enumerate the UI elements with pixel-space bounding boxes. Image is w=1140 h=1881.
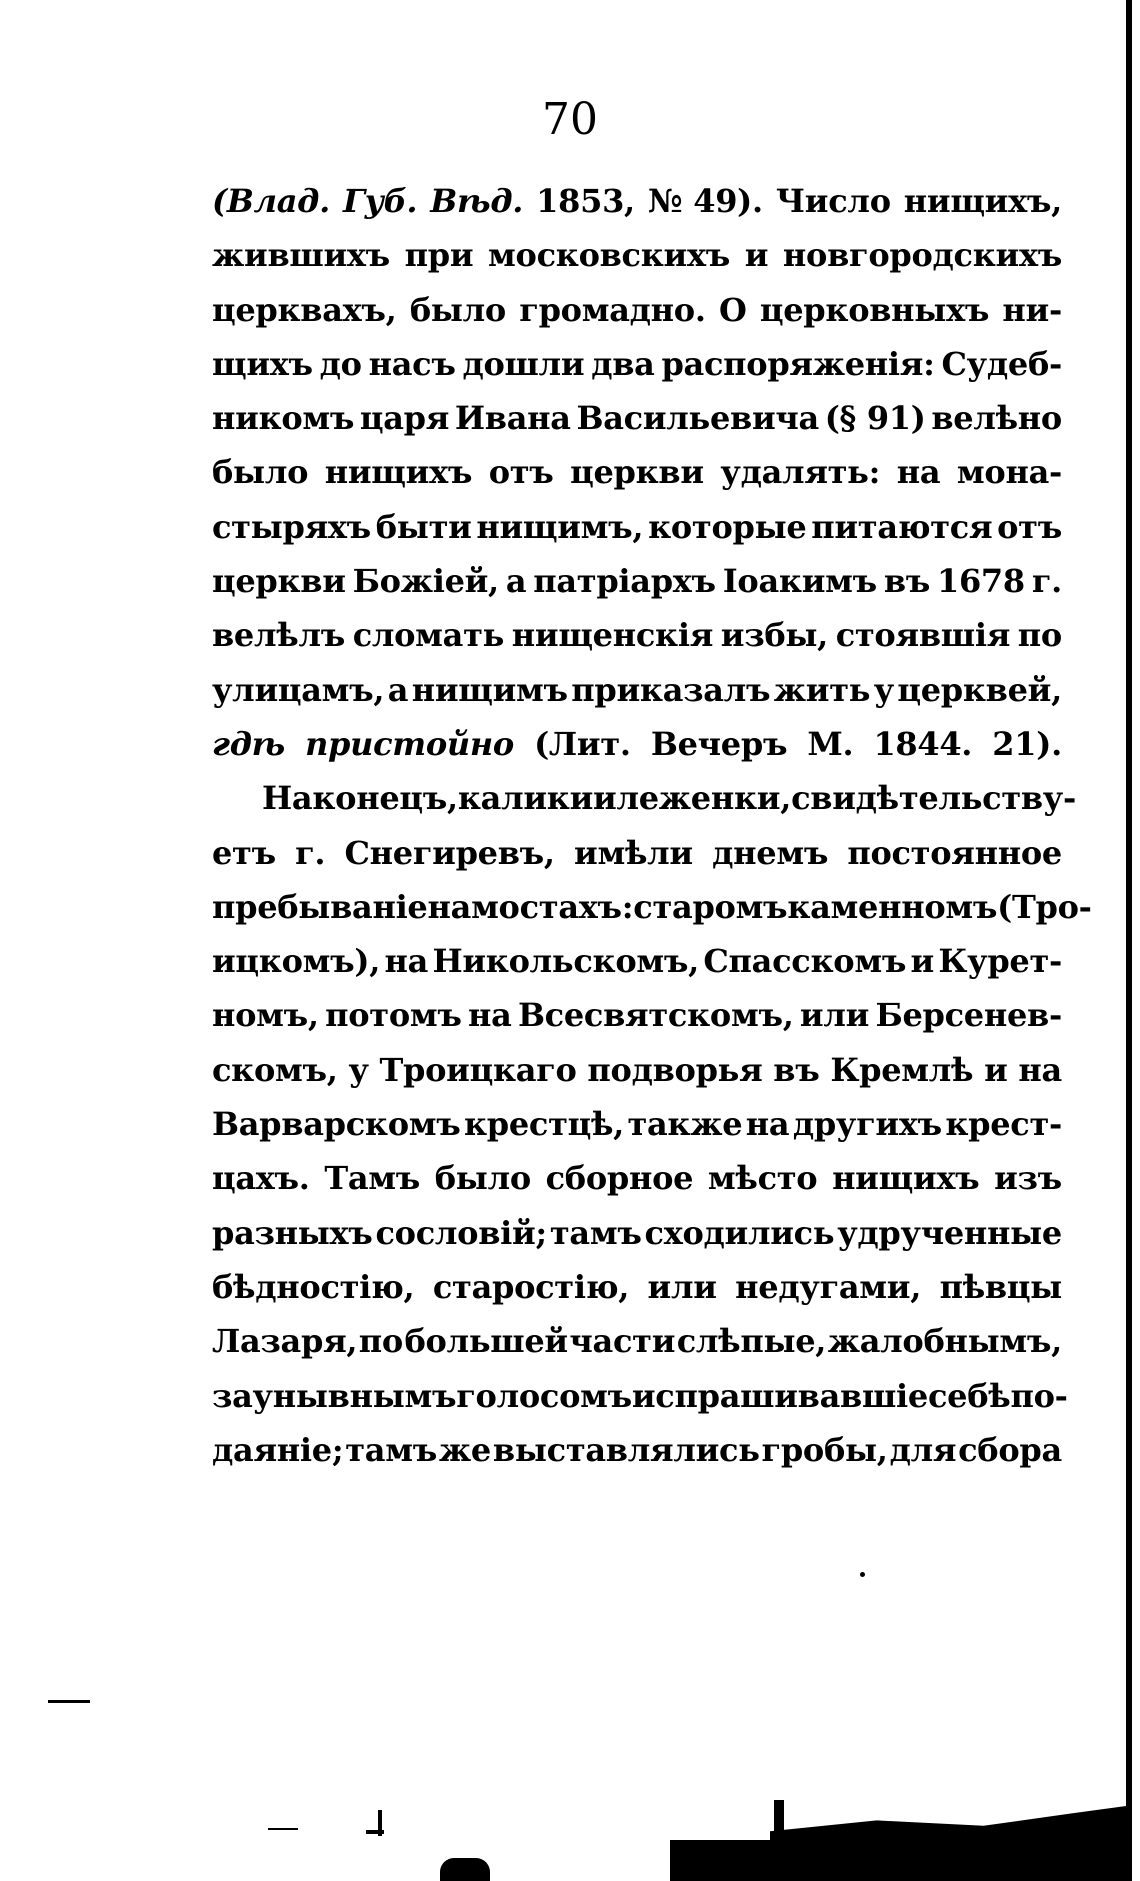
word: Вѣд. [430, 182, 524, 220]
word: Ивана [454, 399, 571, 438]
text-line [212, 291, 1062, 345]
word: новгородскихъ [782, 236, 1062, 275]
word: другихъ [792, 1105, 942, 1144]
word: 21). [992, 724, 1062, 763]
word: на [896, 453, 941, 492]
word: (Тро- [997, 887, 1092, 926]
word: по [1017, 616, 1062, 655]
word: которые [648, 507, 807, 546]
word: нищихъ [324, 453, 473, 492]
word: нищенскія [511, 616, 714, 655]
word: 1678 [937, 562, 1025, 601]
scan-speck [268, 1828, 298, 1830]
word: и [593, 779, 617, 818]
word: улицамъ, [212, 670, 385, 709]
word: стыряхъ [212, 507, 371, 546]
word: етъ [212, 833, 276, 872]
word: Судеб- [941, 344, 1062, 383]
scan-artifact [670, 1840, 1126, 1881]
word: отъ [997, 507, 1062, 546]
word: нищихъ [832, 1159, 980, 1198]
word: сбора [958, 1430, 1062, 1469]
word: церковныхъ [759, 290, 990, 329]
word: щихъ [212, 344, 313, 383]
word: церквей, [897, 670, 1062, 709]
word: сломать [352, 616, 505, 655]
word: О [719, 290, 747, 329]
word: избы, [720, 616, 828, 655]
word: испрашивавшіе [631, 1376, 928, 1415]
word: жившихъ [212, 236, 390, 275]
word: Троицкаго [379, 1050, 577, 1089]
word: Берсенев- [875, 996, 1062, 1035]
scan-artifact [770, 1806, 1126, 1842]
word: нищихъ, [903, 182, 1062, 220]
word: недугами, [735, 1267, 922, 1306]
word: (Лит. [534, 724, 631, 763]
text-line [212, 399, 1062, 453]
word: а [387, 670, 409, 709]
word: церкви [570, 453, 704, 492]
text-line [212, 1431, 1062, 1485]
body-text [212, 182, 1092, 1485]
text-line [212, 942, 1062, 996]
scan-artifact [774, 1800, 784, 1850]
word: Всесвятскомъ, [517, 996, 794, 1035]
word: подворья [587, 1050, 763, 1089]
word: калики [457, 779, 594, 818]
word: Курет- [938, 942, 1062, 981]
word: было [434, 1159, 531, 1198]
scan-speck [366, 1830, 384, 1834]
word: Спасскомъ [703, 942, 907, 981]
text-line [212, 996, 1062, 1050]
word: удрученные [837, 1213, 1062, 1252]
word: быти [375, 507, 472, 546]
word: отъ [488, 453, 554, 492]
text-line [212, 345, 1062, 399]
word: стоявшія [835, 616, 1011, 655]
word: изъ [994, 1159, 1062, 1198]
text-line [212, 725, 1062, 779]
word: М. [807, 724, 854, 763]
word: большей [404, 1322, 568, 1361]
word: старомъ [633, 887, 788, 926]
word: гдѣ [212, 724, 285, 763]
word: крест- [945, 1105, 1062, 1144]
word: имѣли [574, 833, 693, 872]
word: жалобнымъ, [827, 1322, 1062, 1361]
word: крестцѣ, [463, 1105, 624, 1144]
word: въ [773, 1050, 820, 1089]
word: на [1018, 1050, 1062, 1089]
word: велѣно [931, 399, 1062, 438]
word: московскихъ [488, 236, 731, 275]
word: гробы, [761, 1430, 888, 1469]
scan-artifact [440, 1858, 490, 1881]
word: сборное [545, 1159, 694, 1198]
word: Вечеръ [650, 724, 788, 763]
word: мостахъ: [471, 887, 634, 926]
word: 1844. [873, 724, 973, 763]
word: пребываніе [212, 887, 428, 926]
word: или [647, 1267, 717, 1306]
word: церкви [212, 562, 346, 601]
text-line [212, 616, 1062, 670]
text-line [212, 1322, 1062, 1376]
text-line [212, 1214, 1062, 1268]
text-line [212, 508, 1062, 562]
text-line [212, 1051, 1062, 1105]
word: и [910, 942, 934, 981]
word: патріархъ [533, 562, 716, 601]
word: старостію, [432, 1267, 630, 1306]
text-line [212, 1268, 1062, 1322]
word: питаются [811, 507, 993, 546]
text-line [212, 236, 1062, 290]
word: даяніе; [212, 1430, 344, 1469]
word: удалять: [720, 453, 881, 492]
word: приказалъ [571, 670, 771, 709]
word: тамъ [345, 1430, 437, 1469]
word: (Влад. [212, 182, 330, 220]
word: два [591, 344, 655, 383]
word: до [319, 344, 362, 383]
word: потомъ [325, 996, 462, 1035]
word: на [468, 996, 512, 1035]
word: а [505, 562, 527, 601]
word: Іоакимъ [722, 562, 877, 601]
word: скомъ, [212, 1050, 338, 1089]
word: пристойно [305, 724, 514, 763]
word: Кремлѣ [830, 1050, 974, 1089]
word: также [627, 1105, 743, 1144]
word: леженки, [616, 779, 792, 818]
word: Наконецъ, [262, 779, 458, 818]
word: нищимъ, [476, 507, 644, 546]
word: днемъ [712, 833, 829, 872]
scan-speck [860, 1572, 865, 1577]
word: (§ 91) [824, 399, 926, 438]
word: царя [359, 399, 450, 438]
word: Губ. [342, 182, 418, 220]
word: Число [775, 182, 891, 220]
text-line [212, 1105, 1062, 1159]
word: же [438, 1430, 491, 1469]
word: велѣлъ [212, 616, 345, 655]
word: было [212, 453, 309, 492]
word: тамъ [549, 1213, 642, 1252]
word: сходились [644, 1213, 835, 1252]
word: при [404, 236, 474, 275]
word: № 49). [647, 182, 763, 220]
word: Никольскомъ, [432, 942, 699, 981]
word: у [348, 1050, 369, 1089]
scan-speck [48, 1700, 90, 1703]
word: слѣпые, [676, 1322, 827, 1361]
word: въ [883, 562, 931, 601]
word: Васильевича [576, 399, 819, 438]
text-line [212, 182, 1062, 236]
word: номъ, [212, 996, 319, 1035]
word: дошли [462, 344, 585, 383]
word: никомъ [212, 399, 355, 438]
word: жить [773, 670, 871, 709]
word: пѣвцы [939, 1267, 1062, 1306]
word: для [889, 1430, 957, 1469]
text-line [212, 671, 1062, 725]
word: нищимъ [411, 670, 568, 709]
word: бѣдностію, [212, 1267, 415, 1306]
text-line [212, 453, 1062, 507]
page-edge-rule [1126, 0, 1132, 1881]
word: Снегиревъ, [344, 833, 555, 872]
word: ицкомъ), [212, 942, 381, 981]
word: Тамъ [324, 1159, 421, 1198]
word: цахъ. [212, 1159, 310, 1198]
word: на [427, 887, 472, 926]
word: Варварскомъ [212, 1105, 461, 1144]
word: свидѣтельству- [791, 779, 1076, 818]
word: Лазаря, [212, 1322, 358, 1361]
text-line [212, 887, 1092, 942]
word: по [358, 1322, 403, 1361]
word: постоянное [847, 833, 1062, 872]
word: выставлялись [492, 1430, 760, 1469]
word: мѣсто [707, 1159, 818, 1198]
word: громадно. [519, 290, 706, 329]
word: церквахъ, [212, 290, 397, 329]
word: разныхъ [212, 1213, 373, 1252]
word: было [409, 290, 506, 329]
word: и [744, 236, 769, 275]
word: на [384, 942, 429, 981]
word: 1853, [536, 182, 635, 220]
word: ни- [1002, 290, 1062, 329]
text-line [212, 779, 1076, 833]
text-line [212, 1159, 1062, 1213]
word: насъ [368, 344, 456, 383]
word: сословій; [375, 1213, 547, 1252]
text-line [212, 562, 1062, 616]
word: голосомъ [456, 1376, 632, 1415]
word: каменномъ [787, 887, 998, 926]
text-line [212, 834, 1062, 888]
word: заунывнымъ [212, 1376, 457, 1415]
word: и [984, 1050, 1008, 1089]
text-line [212, 1376, 1068, 1431]
word: г. [1031, 562, 1062, 601]
word: части [569, 1322, 676, 1361]
word: Божіей, [352, 562, 499, 601]
word: себѣ [927, 1376, 1011, 1415]
page-number: 70 [542, 94, 598, 145]
word: распоряженія: [661, 344, 935, 383]
word: по- [1010, 1376, 1068, 1415]
word: г. [295, 833, 326, 872]
word: мона- [956, 453, 1062, 492]
word: на [745, 1105, 790, 1144]
word: или [799, 996, 870, 1035]
word: у [873, 670, 894, 709]
